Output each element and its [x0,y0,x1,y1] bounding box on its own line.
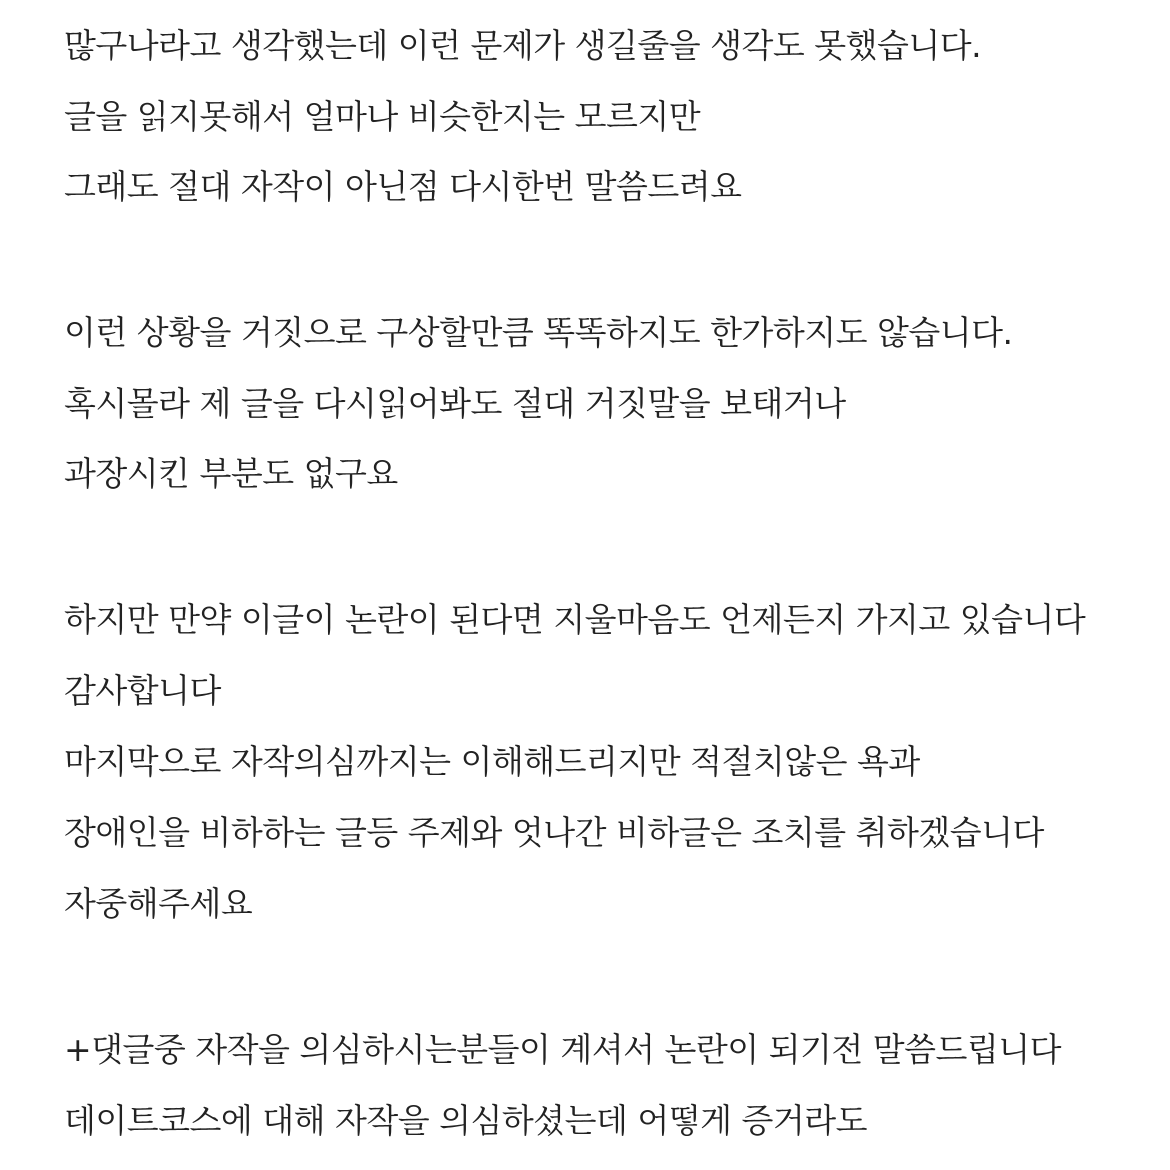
paragraph-line: 하지만 만약 이글이 논란이 된다면 지울마음도 언제든지 가지고 있습니다 [64,600,1086,639]
paragraph-line: 과장시킨 부분도 없구요 [64,454,398,493]
paragraph-line: 자중해주세요 [64,884,253,923]
paragraph-line: 글을 읽지못해서 얼마나 비슷한지는 모르지만 [64,97,701,136]
paragraph-line: 이런 상황을 거짓으로 구상할만큼 똑똑하지도 한가하지도 않습니다. [64,313,1013,352]
paragraph-line: 그래도 절대 자작이 아닌점 다시한번 말씀드려요 [64,167,742,206]
paragraph-line: 장애인을 비하하는 글등 주제와 엇나간 비하글은 조치를 취하겠습니다 [64,813,1044,852]
paragraph-line: +댓글중 자작을 의심하시는분들이 계셔서 논란이 되기전 말씀드립니다 [64,1030,1062,1069]
paragraph-line: 마지막으로 자작의심까지는 이해해드리지만 적절치않은 욕과 [64,742,920,781]
paragraph-line: 많구나라고 생각했는데 이런 문제가 생길줄을 생각도 못했습니다. [64,26,982,65]
paragraph-line: 혹시몰라 제 글을 다시읽어봐도 절대 거짓말을 보태거나 [64,384,846,423]
paragraph-line: 데이트코스에 대해 자작을 의심하셨는데 어떻게 증거라도 [64,1101,868,1140]
paragraph-line: 감사합니다 [64,671,221,710]
